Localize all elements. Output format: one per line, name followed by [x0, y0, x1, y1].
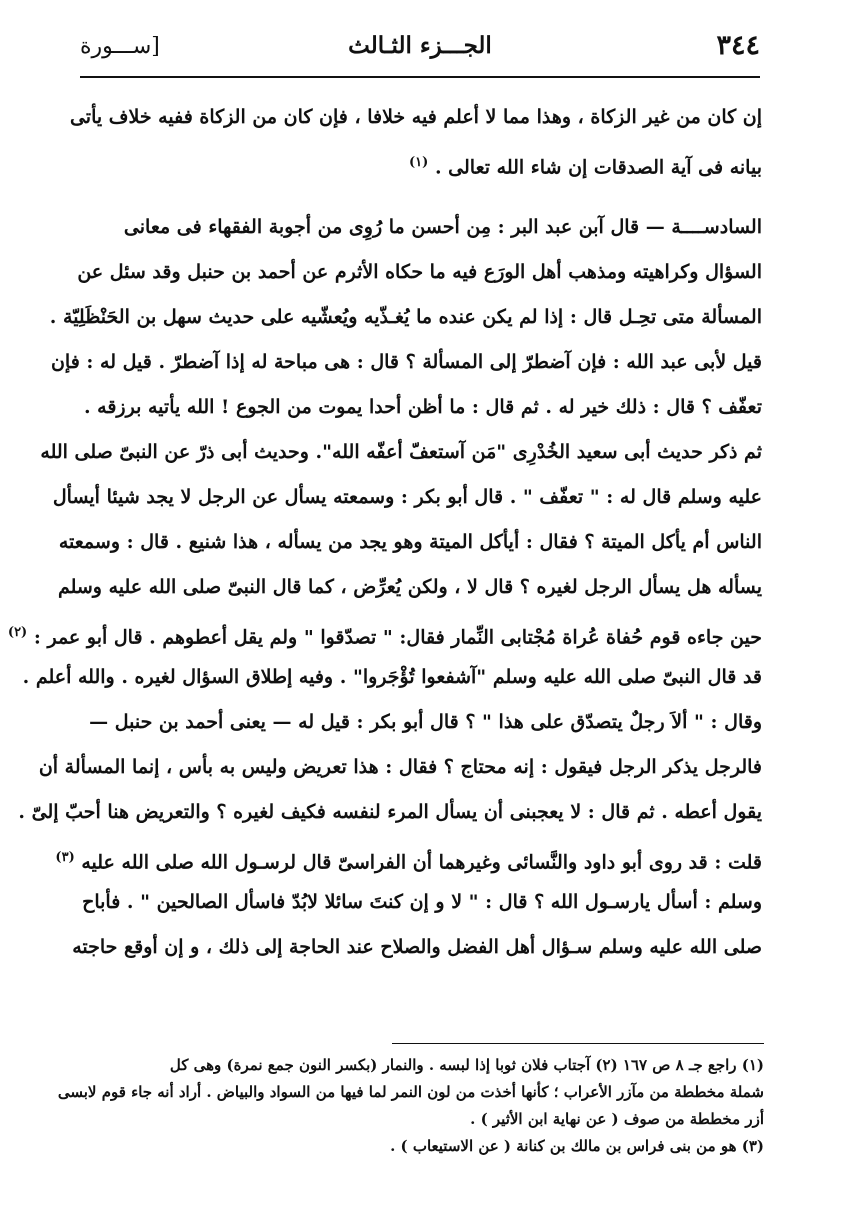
paragraph-gap [92, 185, 762, 205]
footnotes [57, 1052, 764, 1160]
text-line: قلت : قد روى أبو داود والنَّسائى وغيرهما أن الفراسىّ قال لرسـول الله صلى الله عليه $^{(٣)}$ [55, 850, 762, 874]
text-line: ثم ذكر حديث أبى سعيد الخُدْرِى "مَن آستعفّ أعفّه الله". وحديث أبى ذرّ عن النبىّ صلى الله [40, 441, 762, 463]
footnote-ref: (١) [409, 155, 429, 170]
text-line: السادســــة — قال آبن عبد البر : مِن أحسن ما رُوِى من أجوبة الفقهاء فى معانى [123, 216, 762, 238]
text-line: وسلم : أسأل يارسـول الله ؟ قال : " لا و إن كنتَ سائلا لابُدّ فاسأل الصالحين " . فأباح [82, 891, 762, 913]
text-line: يسأله هل يسأل الرجل لغيره ؟ قال لا ، ولكن يُعرِّض ، كما قال النبىّ صلى الله عليه وسلم [57, 576, 762, 598]
running-title: الجـــزء الثـالث [348, 32, 492, 59]
text-line: قد قال النبىّ صلى الله عليه وسلم "آشفعوا تُؤْجَروا" . وفيه إطلاق السؤال لغيره . والله أعلم . [22, 666, 762, 688]
text-line: عليه وسلم قال له : " تعفّف " . قال أبو بكر : وسمعته يسأل عن الرجل لا يجد شيئا أيسأل [52, 486, 762, 508]
text-line: بيانه فى آية الصدقات إن شاء الله تعالى . $^{(١)}$ [409, 155, 762, 179]
text-line: حين جاءه قوم حُفاة عُراة مُجْتابى النِّمار فقال: " تصدّقوا " ولم يقل أعطوهم . قال أبو عمر : $^{(٢)}$ [7, 625, 762, 649]
footnote-divider [392, 1043, 764, 1044]
text-line: المسألة متى تحِـل قال : إذا لم يكن عنده ما يُغـذّيه ويُعشّيه على حديث سهل بن الحَنْظَلِيّة . [49, 306, 762, 328]
text-line: إن كان من غير الزكاة ، وهذا مما لا أعلم فيه خلافا ، فإن كان من الزكاة ففيه خلاف يأتى [69, 106, 762, 128]
main-text [7, 95, 762, 970]
text-line: يقول أعطه . ثم قال : لا يعجبنى أن يسأل المرء لنفسه فكيف لغيره ؟ والتعريض هنا أحبّ إلىّ . [18, 801, 762, 823]
text-line: تعفّف ؟ قال : ذلك خير له . ثم قال : ما أظن أحدا يموت من الجوع ! الله يأتيه برزقه . [83, 396, 762, 418]
footnote-ref: (٣) [55, 850, 75, 865]
footnote-line: شملة مخططة من مآزر الأعراب ؛ كأنها أخذت من لون النمر لما فيها من السواد والبياض . أراد أنه جاء قوم لابسى [57, 1083, 764, 1101]
page-header [80, 24, 760, 78]
footnote-line: (٣) هو من بنى فراس بن مالك بن كنانة ( عن الاستيعاب ) . [390, 1137, 764, 1155]
text-line: صلى الله عليه وسلم سـؤال أهل الفضل والصلاح عند الحاجة إلى ذلك ، و إن أوقع حاجته [72, 936, 762, 958]
page-number: ٣٤٤ [716, 30, 760, 61]
footnote-line: أزر مخططة من صوف ( عن نهاية ابن الأثير ) . [470, 1110, 764, 1128]
text-line: فالرجل يذكر الرجل فيقول : إنه محتاج ؟ فقال : هذا تعريض وليس به بأس ، إنما المسألة أن [38, 756, 762, 778]
sura-label: [ســـورة [80, 34, 160, 59]
text-line: وقال : " ألاَ رجلٌ يتصدّق على هذا " ؟ قال أبو بكر : قيل له — يعنى أحمد بن حنبل — [89, 711, 762, 733]
text-line: الناس أم يأكل الميتة ؟ فقال : أيأكل الميتة وهو يجد من يسأله ، هذا شنيع . قال : وسمعته [58, 531, 762, 553]
footnote-ref: (٢) [7, 625, 28, 640]
footnote-line: (١) راجع جـ ٨ ص ١٦٧ (٢) آجتاب فلان ثوبا إذا لبسه . والنمار (بكسر النون جمع نمرة) وهى كل [169, 1056, 764, 1074]
text-line: السؤال وكراهيته ومذهب أهل الورَع فيه ما حكاه الأثرم عن أحمد بن حنبل وقد سئل عن [77, 261, 762, 283]
text-line: قيل لأبى عبد الله : فإن آضطرّ إلى المسألة ؟ قال : هى مباحة له إذا آضطرّ . قيل له : فإن [50, 351, 762, 373]
